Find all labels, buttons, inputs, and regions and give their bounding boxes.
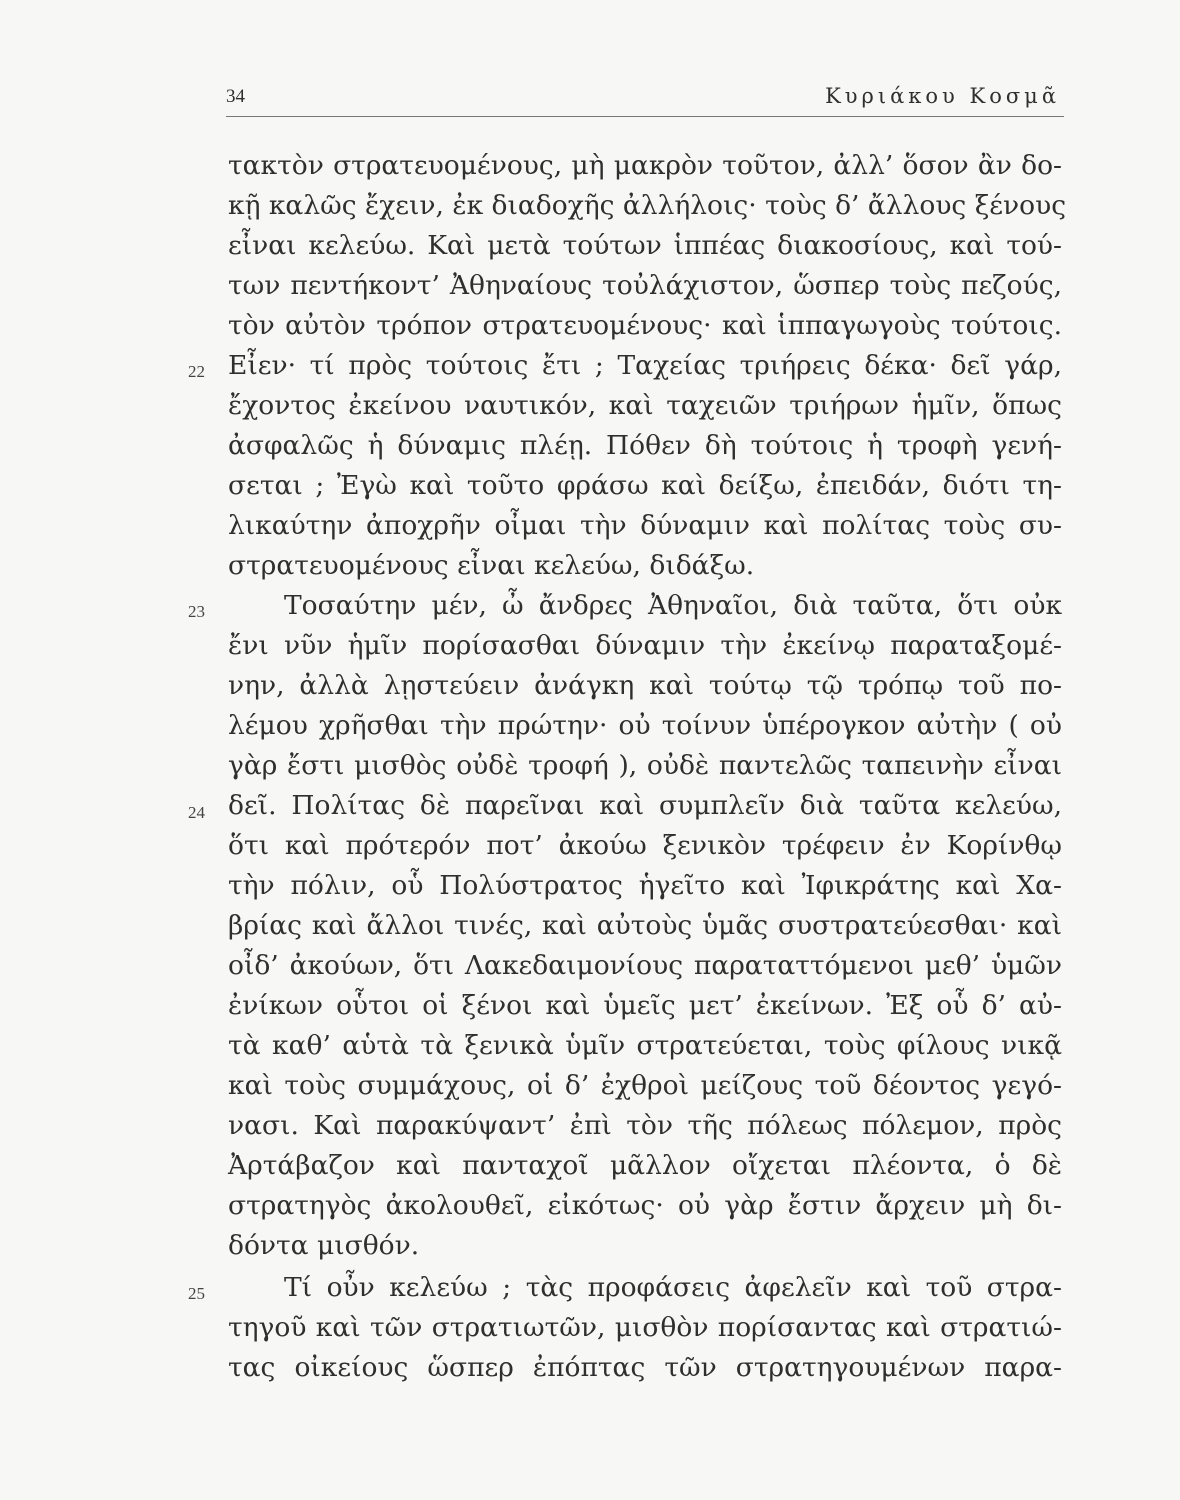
section-number-23: 23 (188, 602, 205, 621)
text-line: νην, ἀλλὰ λῃστεύειν ἀνάγκη καὶ τούτῳ τῷ τρόπῳ τοῦ πο- (228, 670, 1062, 701)
text-line: τὴν πόλιν, οὗ Πολύστρατος ἡγεῖτο καὶ Ἰφικράτης καὶ Χα- (228, 870, 1062, 901)
text-line: τακτὸν στρατευομένους, μὴ μακρὸν τοῦτον, ἀλλ’ ὅσον ἂν δο- (228, 150, 1062, 181)
section-number-25: 25 (188, 1284, 205, 1303)
section-number-22: 22 (188, 362, 205, 381)
text-line: Τοσαύτην μέν, ὦ ἄνδρες Ἀθηναῖοι, διὰ ταῦτα, ὅτι οὐκ (284, 590, 1062, 621)
text-line: κῇ καλῶς ἔχειν, ἐκ διαδοχῆς ἀλλήλοις· τοὺς δ’ ἄλλους ξένους (228, 190, 1067, 221)
text-line: Εἶεν· τί πρὸς τούτοις ἔτι ; Ταχείας τριήρεις δέκα· δεῖ γάρ, (228, 350, 1062, 381)
text-line: δεῖ. Πολίτας δὲ παρεῖναι καὶ συμπλεῖν διὰ ταῦτα κελεύω, (228, 790, 1062, 821)
text-line: ἀσφαλῶς ἡ δύναμις πλέῃ. Πόθεν δὴ τούτοις ἡ τροφὴ γενή- (228, 430, 1062, 461)
page-number: 34 (226, 86, 245, 107)
text-line: τὸν αὐτὸν τρόπον στρατευομένους· καὶ ἱππαγωγοὺς τούτοις. (228, 310, 1062, 341)
text-line: ἐνίκων οὗτοι οἱ ξένοι καὶ ὑμεῖς μετ’ ἐκείνων. Ἐξ οὗ δ’ αὐ- (228, 990, 1062, 1021)
text-line: σεται ; Ἐγὼ καὶ τοῦτο φράσω καὶ δείξω, ἐπειδάν, διότι τη- (228, 470, 1062, 501)
text-line: ὅτι καὶ πρότερόν ποτ’ ἀκούω ξενικὸν τρέφειν ἐν Κορίνθῳ (228, 830, 1062, 861)
text-line: νασι. Καὶ παρακύψαντ’ ἐπὶ τὸν τῆς πόλεως πόλεμον, πρὸς (228, 1110, 1062, 1141)
text-line: των πεντήκοντ’ Ἀθηναίους τοὐλάχιστον, ὥσπερ τοὺς πεζούς, (228, 270, 1062, 301)
text-line: τηγοῦ καὶ τῶν στρατιωτῶν, μισθὸν πορίσαντας καὶ στρατιώ- (228, 1312, 1062, 1343)
text-line: ἔχοντος ἐκείνου ναυτικόν, καὶ ταχειῶν τριήρων ἡμῖν, ὅπως (228, 390, 1062, 421)
page-header (226, 86, 1064, 117)
text-line: γὰρ ἔστι μισθὸς οὐδὲ τροφή ), οὐδὲ παντελῶς ταπεινὴν εἶναι (228, 750, 1062, 781)
text-line: τας οἰκείους ὥσπερ ἐπόπτας τῶν στρατηγουμένων παρα- (228, 1352, 1062, 1383)
text-line: βρίας καὶ ἄλλοι τινές, καὶ αὐτοὺς ὑμᾶς συστρατεύεσθαι· καὶ (228, 910, 1062, 941)
text-line: λικαύτην ἀποχρῆν οἶμαι τὴν δύναμιν καὶ πολίτας τοὺς συ- (228, 510, 1062, 541)
section-number-24: 24 (188, 803, 205, 822)
running-head: Κυριάκου Κοσμᾶ (825, 84, 1060, 108)
text-line: Τί οὖν κελεύω ; τὰς προφάσεις ἀφελεῖν καὶ τοῦ στρα- (284, 1272, 1062, 1303)
text-line: δόντα μισθόν. (228, 1230, 420, 1261)
text-line: Ἀρτάβαζον καὶ πανταχοῖ μᾶλλον οἴχεται πλέοντα, ὁ δὲ (228, 1150, 1062, 1181)
text-line: ἔνι νῦν ἡμῖν πορίσασθαι δύναμιν τὴν ἐκείνῳ παραταξομέ- (228, 630, 1062, 661)
text-line: λέμου χρῆσθαι τὴν πρώτην· οὐ τοίνυν ὑπέρογκον αὐτὴν ( οὐ (228, 710, 1062, 741)
text-line: στρατηγὸς ἀκολουθεῖ, εἰκότως· οὐ γὰρ ἔστιν ἄρχειν μὴ δι- (228, 1190, 1062, 1221)
text-line: τὰ καθ’ αὑτὰ τὰ ξενικὰ ὑμῖν στρατεύεται, τοὺς φίλους νικᾷ (228, 1030, 1062, 1061)
text-line: οἶδ’ ἀκούων, ὅτι Λακεδαιμονίους παραταττόμενοι μεθ’ ὑμῶν (228, 950, 1062, 981)
text-line: εἶναι κελεύω. Καὶ μετὰ τούτων ἱππέας διακοσίους, καὶ τού- (228, 230, 1062, 261)
text-line: στρατευομένους εἶναι κελεύω, διδάξω. (228, 550, 755, 581)
text-line: καὶ τοὺς συμμάχους, οἱ δ’ ἐχθροὶ μείζους τοῦ δέοντος γεγό- (228, 1070, 1062, 1101)
